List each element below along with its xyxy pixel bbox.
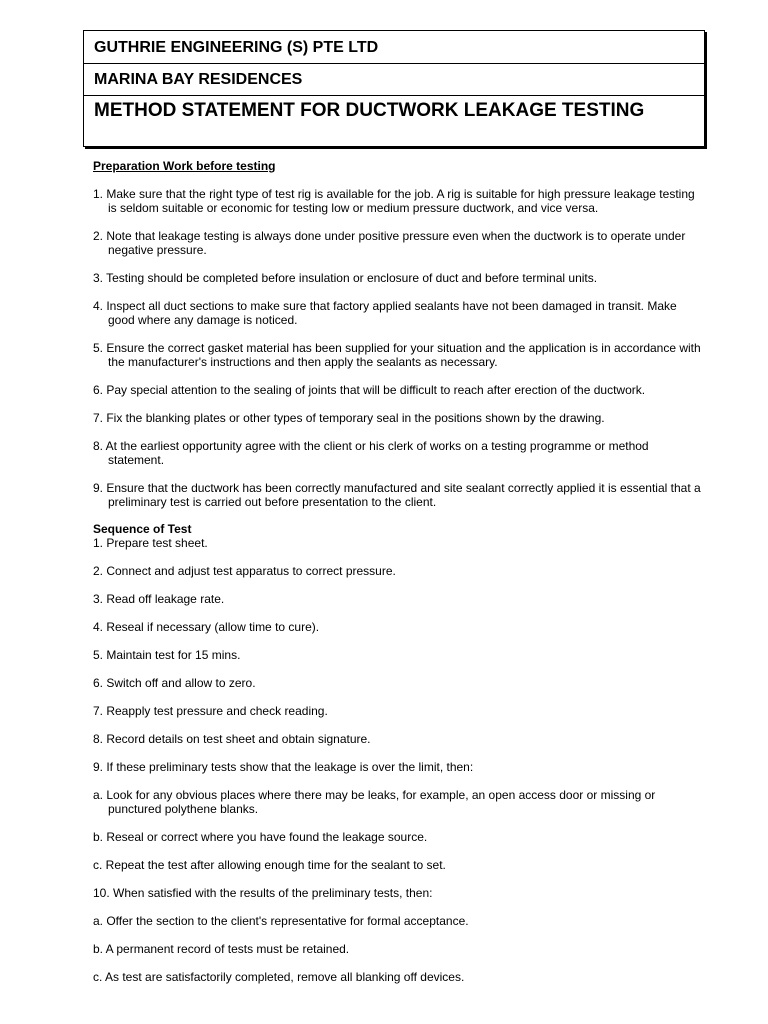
sequence-item: b. A permanent record of tests must be retained. [93,942,350,956]
sequence-item: b. Reseal or correct where you have found the leakage source. [93,830,428,844]
sequence-section [93,522,703,984]
document-title: METHOD STATEMENT FOR DUCTWORK LEAKAGE TESTING [94,100,645,121]
sequence-item: c. Repeat the test after allowing enough time for the sealant to set. [93,858,446,872]
preparation-heading: Preparation Work before testing [93,159,276,173]
sequence-heading: Sequence of Test [93,522,192,536]
preparation-item: 7. Fix the blanking plates or other types of temporary seal in the positions shown by the drawing. [93,411,605,425]
sequence-item: 4. Reseal if necessary (allow time to cure). [93,620,320,634]
preparation-item: 4. Inspect all duct sections to make sure that factory applied sealants have not been damaged in transit. Make good where any damage is noticed. [93,299,677,327]
preparation-item: 2. Note that leakage testing is always done under positive pressure even when the ductwork is to operate under negative pressure. [93,229,686,257]
sequence-item: 2. Connect and adjust test apparatus to correct pressure. [93,564,396,578]
sequence-item: c. As test are satisfactorily completed, remove all blanking off devices. [93,970,465,984]
sequence-item: 8. Record details on test sheet and obtain signature. [93,732,371,746]
sequence-item: 1. Prepare test sheet. [93,536,208,550]
sequence-item: a. Offer the section to the client's representative for formal acceptance. [93,914,469,928]
sequence-item: 9. If these preliminary tests show that the leakage is over the limit, then: [93,760,474,774]
document-body [93,159,703,984]
sequence-item: 3. Read off leakage rate. [93,592,225,606]
preparation-item: 9. Ensure that the ductwork has been correctly manufactured and site sealant correctly applied it is essential that a preliminary test is carried out before presentation to the client. [93,481,701,509]
sequence-item: 5. Maintain test for 15 mins. [93,648,241,662]
project-name: MARINA BAY RESIDENCES [84,64,704,96]
preparation-item: 8. At the earliest opportunity agree with the client or his clerk of works on a testing programme or method statement. [93,439,649,467]
preparation-item: 5. Ensure the correct gasket material has been supplied for your situation and the application is in accordance with the manufacturer's instructions and then apply the sealants as necessary. [93,341,701,369]
preparation-item: 1. Make sure that the right type of test rig is available for the job. A rig is suitable for high pressure leakage testing is seldom suitable or economic for testing low or medium pressure ductwork, and vice versa. [93,187,695,215]
sequence-item: 10. When satisfied with the results of the preliminary tests, then: [93,886,433,900]
preparation-item: 3. Testing should be completed before insulation or enclosure of duct and before terminal units. [93,271,598,285]
company-name: GUTHRIE ENGINEERING (S) PTE LTD [84,31,704,64]
sequence-item: 7. Reapply test pressure and check reading. [93,704,328,718]
preparation-section [93,159,703,509]
header-table [83,30,705,147]
sequence-item: 6. Switch off and allow to zero. [93,676,256,690]
preparation-item: 6. Pay special attention to the sealing of joints that will be difficult to reach after erection of the ductwork. [93,383,646,397]
sequence-item: a. Look for any obvious places where there may be leaks, for example, an open access door or missing or punctured polythene blanks. [93,788,656,816]
